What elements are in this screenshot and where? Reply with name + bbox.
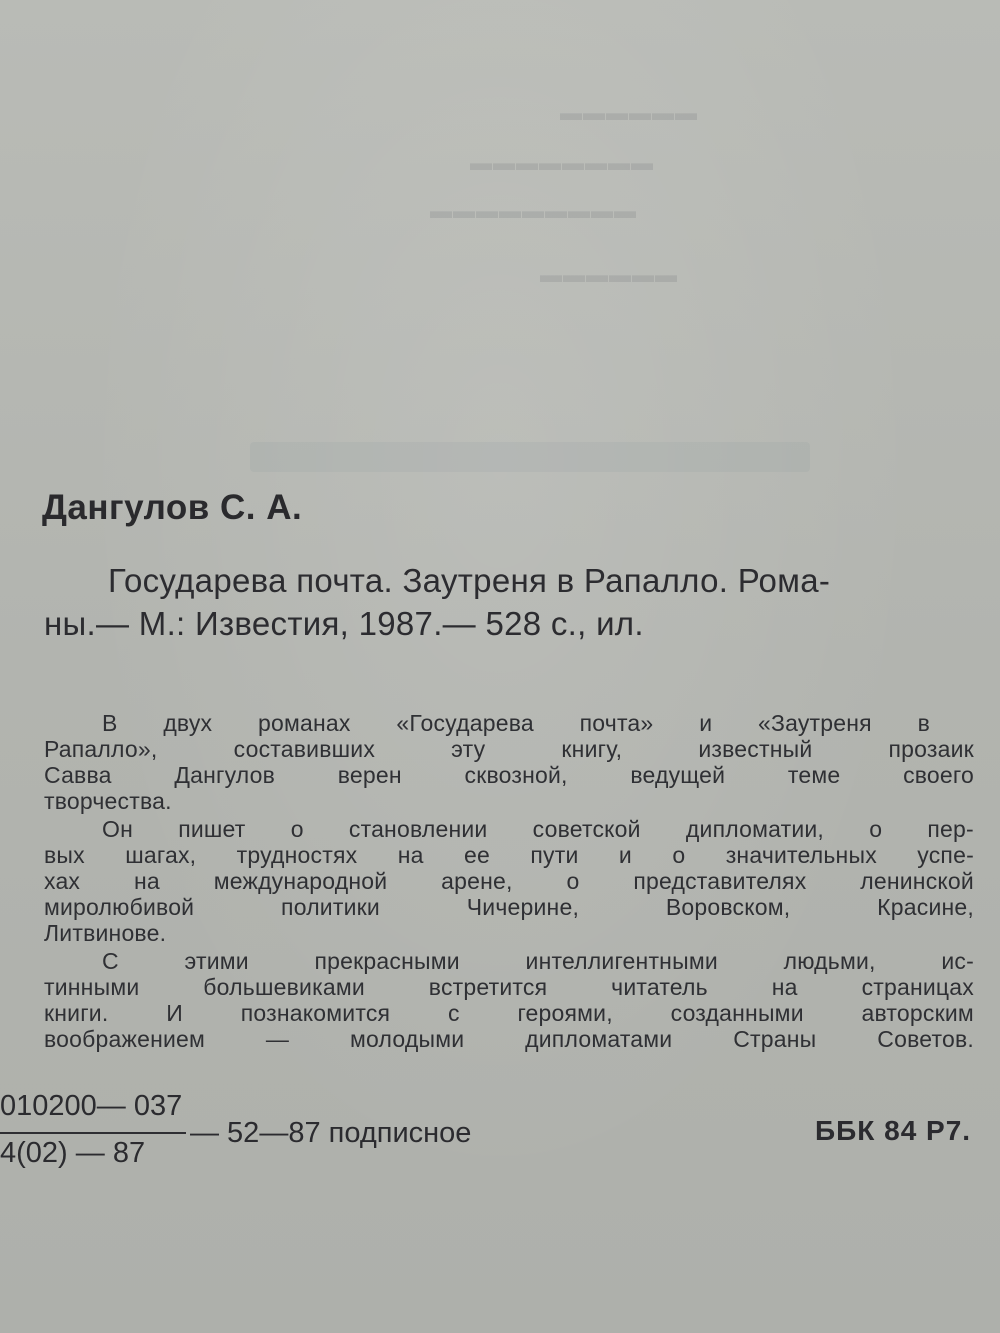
annotation-word: Советов. — [877, 1026, 974, 1052]
bleed-through-text: ▬▬▬▬▬▬▬▬ — [470, 150, 654, 175]
annotation-word: пишет — [178, 816, 246, 842]
annotation-word: успе- — [917, 842, 974, 868]
annotation-line — [44, 922, 244, 945]
annotation-word: на — [397, 842, 424, 868]
annotation-word: почта» — [579, 710, 654, 736]
annotation-word: романах — [258, 710, 351, 736]
annotation-word: читатель — [611, 974, 708, 1000]
annotation-word: своего — [903, 762, 974, 788]
annotation-word: вых — [44, 842, 85, 868]
subscription-code: — 52—87 подписное — [190, 1117, 472, 1149]
annotation-word: Савва — [44, 762, 112, 788]
annotation-word: прекрасными — [314, 948, 460, 974]
annotation-word: верен — [337, 762, 402, 788]
bbk-index: ББК 84 Р7. — [815, 1115, 972, 1146]
annotation-word: дипломатами — [525, 1026, 673, 1052]
annotation-word: хах — [44, 868, 81, 894]
annotation-word: Чичерине, — [466, 894, 580, 920]
annotation-word: Рапалло», — [44, 736, 158, 762]
annotation-word: и — [699, 710, 713, 736]
annotation-word: — — [265, 1026, 290, 1052]
annotation-word: значительных — [725, 842, 877, 868]
annotation-word: С — [102, 948, 119, 974]
annotation-word: теме — [787, 762, 841, 788]
annotation-word: в — [917, 710, 930, 736]
annotation-word: представителях — [633, 868, 807, 894]
fraction-rule — [0, 1132, 186, 1134]
annotation-word: миролюбивой — [44, 894, 195, 920]
annotation-word: шагах, — [125, 842, 197, 868]
annotation-word: авторским — [861, 1000, 974, 1026]
author-name: Дангулов С. А. — [42, 488, 303, 527]
annotation-word: о — [869, 816, 883, 842]
annotation-line — [102, 712, 930, 735]
annotation-word: о — [672, 842, 686, 868]
annotation-line — [44, 896, 974, 919]
annotation-word: героями, — [517, 1000, 613, 1026]
annotation-word: ис- — [941, 948, 974, 974]
bleed-through-text: ▬▬▬▬▬▬ — [560, 100, 698, 125]
annotation-word: на — [771, 974, 798, 1000]
annotation-word: книгу, — [561, 736, 623, 762]
annotation-word: становлении — [348, 816, 488, 842]
annotation-word: познакомится — [240, 1000, 391, 1026]
annotation-word: большевиками — [203, 974, 365, 1000]
bleed-through-text: ▬▬▬▬▬▬▬▬▬ — [430, 198, 637, 223]
annotation-word: Красине, — [877, 894, 974, 920]
annotation-word: трудностях — [236, 842, 358, 868]
annotation-line — [44, 790, 244, 813]
annotation-word: с — [447, 1000, 460, 1026]
annotation-line — [44, 764, 974, 787]
annotation-word: пути — [530, 842, 579, 868]
annotation-word: «Заутреня — [758, 710, 872, 736]
annotation-word: этими — [184, 948, 249, 974]
annotation-word: И — [166, 1000, 183, 1026]
annotation-line — [44, 870, 974, 893]
bleed-through-band — [250, 442, 810, 472]
annotation-word: международной — [213, 868, 388, 894]
annotation-word: воображением — [44, 1026, 206, 1052]
annotation-word: на — [133, 868, 160, 894]
annotation-word: арене, — [441, 868, 513, 894]
code-numerator: 010200— 037 — [0, 1090, 183, 1122]
annotation-word: составивших — [233, 736, 376, 762]
code-denominator: 4(02) — 87 — [0, 1137, 146, 1169]
annotation-word: созданными — [670, 1000, 804, 1026]
annotation-word: советской — [532, 816, 641, 842]
annotation-word: прозаик — [888, 736, 974, 762]
annotation-word: о — [290, 816, 304, 842]
annotation-word: интеллигентными — [525, 948, 718, 974]
annotation-word: Дангулов — [174, 762, 276, 788]
annotation-word: встретится — [428, 974, 548, 1000]
annotation-word: и — [618, 842, 632, 868]
title-line-2: ны.— М.: Известия, 1987.— 528 с., ил. — [44, 605, 644, 642]
annotation-word: ведущей — [630, 762, 726, 788]
annotation-line — [44, 844, 974, 867]
annotation-word: ленинской — [860, 868, 974, 894]
annotation-word: Воровском, — [665, 894, 791, 920]
annotation-word: тинными — [44, 974, 140, 1000]
annotation-word: дипломатии, — [685, 816, 825, 842]
annotation-line — [102, 950, 974, 973]
annotation-word: пер- — [927, 816, 974, 842]
annotation-word: двух — [163, 710, 213, 736]
annotation-line — [44, 738, 974, 761]
annotation-word: Он — [102, 816, 133, 842]
annotation-word: книги. — [44, 1000, 109, 1026]
annotation-line — [44, 1002, 974, 1025]
annotation-word: «Государева — [396, 710, 534, 736]
annotation-word: известный — [698, 736, 813, 762]
annotation-word: людьми, — [783, 948, 876, 974]
publication-code — [0, 1090, 182, 1170]
annotation-word: ее — [464, 842, 490, 868]
bleed-through-text: ▬▬▬▬▬▬ — [540, 262, 678, 287]
annotation-word: страницах — [861, 974, 974, 1000]
title-line-1: Государева почта. Заутреня в Рапалло. Рома- — [108, 562, 831, 599]
annotation-word: В — [102, 710, 118, 736]
annotation-word: политики — [281, 894, 380, 920]
annotation-line — [102, 818, 974, 841]
annotation-word: Страны — [733, 1026, 817, 1052]
annotation-word: эту — [451, 736, 486, 762]
annotation-word: молодыми — [349, 1026, 465, 1052]
annotation-word: о — [566, 868, 580, 894]
annotation-line — [44, 976, 974, 999]
annotation-word: сквозной, — [464, 762, 568, 788]
annotation-word: Литвинове. — [44, 920, 167, 946]
annotation-line — [44, 1028, 974, 1051]
annotation-word: творчества. — [44, 788, 172, 814]
